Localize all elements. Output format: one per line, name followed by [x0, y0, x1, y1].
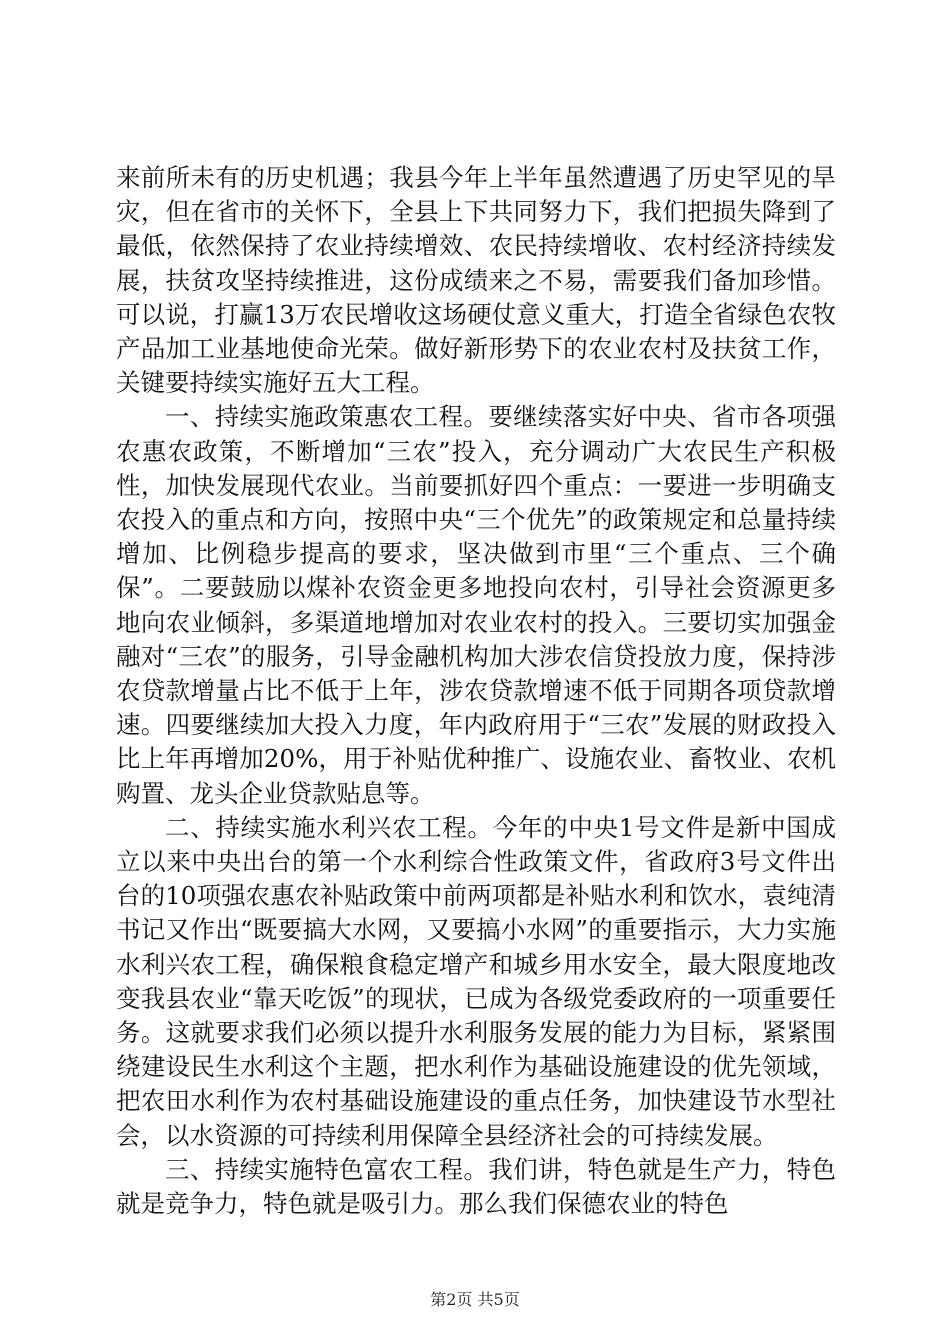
page-number-footer: 第2页 共5页: [430, 1290, 520, 1309]
paragraph-4: 三、持续实施特色富农工程。我们讲，特色就是生产力，特色就是竞争力，特色就是吸引力。那么我们保德农业的特色: [116, 1154, 836, 1219]
document-body: [116, 161, 836, 1221]
paragraph-3: 二、持续实施水利兴农工程。今年的中央1号文件是新中国成立以来中央出台的第一个水利综合性政策文件，省政府3号文件出台的10项强农惠农补贴政策中前两项都是补贴水利和饮水，袁纯清书记又作出“既要搞大水网，又要搞小水网”的重要指示，大力实施水利兴农工程，确保粮食稳定增产和城乡用水安全，最大限度地改变我县农业“靠天吃饭”的现状，已成为各级党委政府的一项重要任务。这就要求我们必须以提升水利服务发展的能力为目标，紧紧围绕建设民生水利这个主题，把水利作为基础设施建设的优先领域，把农田水利作为农村基础设施建设的重点任务，加快建设节水型社会，以水资源的可持续利用保障全县经济社会的可持续发展。: [116, 812, 836, 1150]
paragraph-1: 来前所未有的历史机遇；我县今年上半年虽然遭遇了历史罕见的旱灾，但在省市的关怀下，全县上下共同努力下，我们把损失降到了最低，依然保持了农业持续增效、农民持续增收、农村经济持续发展，扶贫攻坚持续推进，这份成绩来之不易，需要我们备加珍惜。可以说，打赢13万农民增收这场硬仗意义重大，打造全省绿色农牧产品加工业基地使命光荣。做好新形势下的农业农村及扶贫工作，关键要持续实施好五大工程。: [116, 163, 836, 398]
paragraph-2: 一、持续实施政策惠农工程。要继续落实好中央、省市各项强农惠农政策，不断增加“三农”投入，充分调动广大农民生产积极性，加快发展现代农业。当前要抓好四个重点：一要进一步明确支农投入的重点和方向，按照中央“三个优先”的政策规定和总量持续增加、比例稳步提高的要求，坚决做到市里“三个重点、三个确保”。二要鼓励以煤补农资金更多地投向农村，引导社会资源更多地向农业倾斜，多渠道地增加对农业农村的投入。三要切实加强金融对“三农”的服务，引导金融机构加大涉农信贷投放力度，保持涉农贷款增量占比不低于上年，涉农贷款增速不低于同期各项贷款增速。四要继续加大投入力度，年内政府用于“三农”发展的财政投入比上年再增加20%，用于补贴优种推广、设施农业、畜牧业、农机购置、龙头企业贷款贴息等。: [116, 402, 836, 808]
